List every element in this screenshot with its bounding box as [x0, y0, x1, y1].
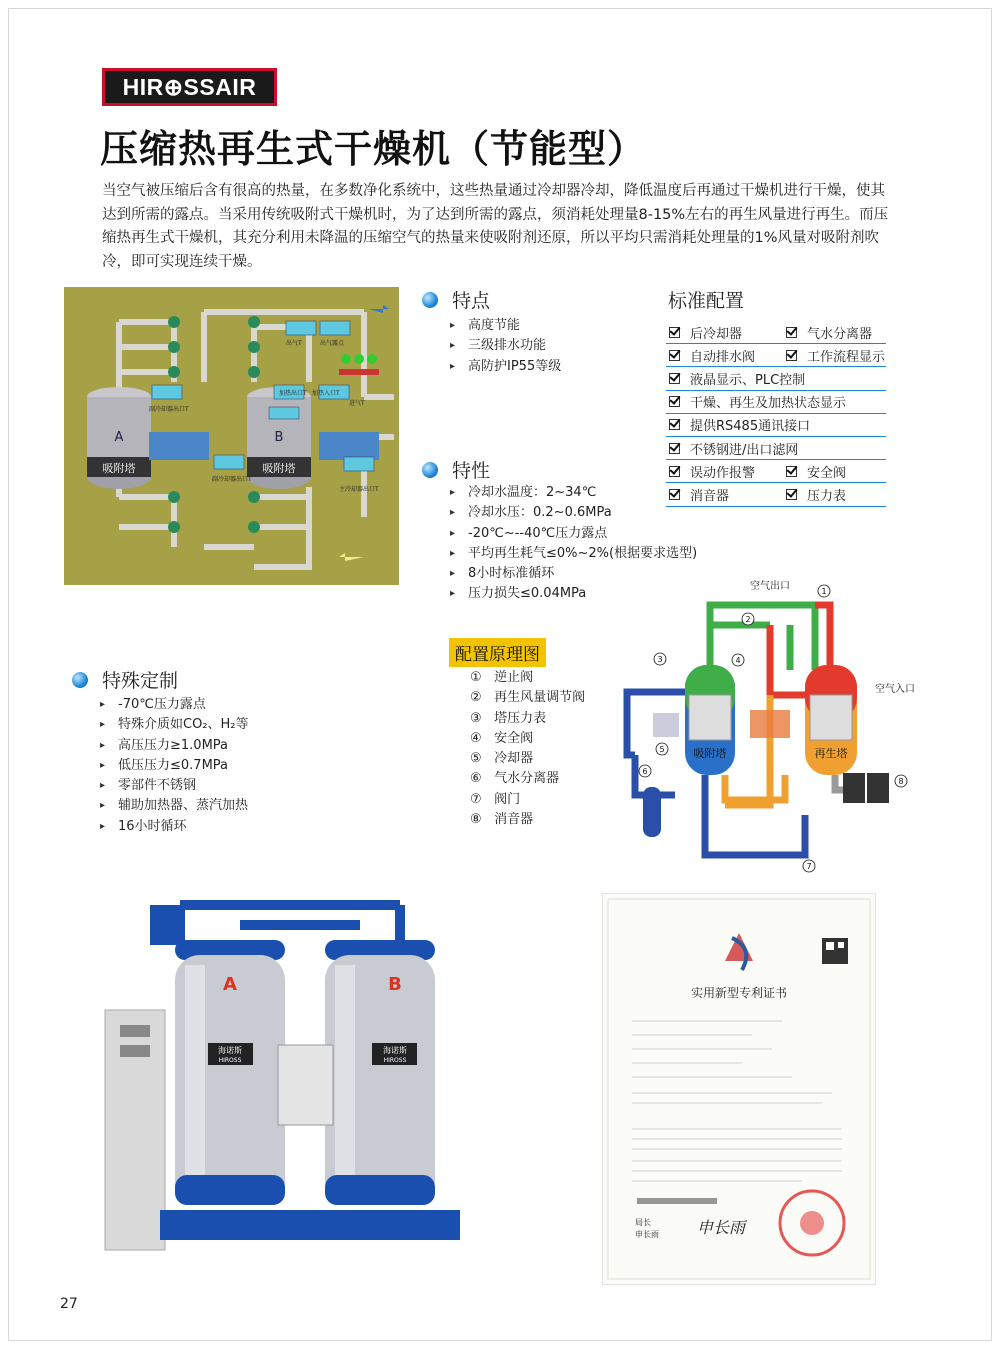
svg-text:5: 5 [659, 745, 665, 754]
svg-text:进气T: 进气T [349, 400, 365, 407]
config-row: 误动作报警 安全阀 [666, 460, 886, 483]
patent-certificate [602, 893, 876, 1285]
list-item: ▸ 三级排水功能 [450, 336, 561, 356]
standard-config-title: 标准配置 [668, 290, 745, 312]
svg-text:吸附塔: 吸附塔 [262, 462, 296, 475]
svg-text:申长雨: 申长雨 [635, 1230, 659, 1239]
svg-text:出气T: 出气T [286, 340, 302, 347]
intro-paragraph: 当空气被压缩后含有很高的热量，在多数净化系统中，这些热量通过冷却器冷却，降低温度后再通过干燥机进行干燥，使其达到所需的露点。当采用传统吸附式干燥机时，为了达到所需的露点，须消耗处理量8-15%左右的再生风量进行再生。而压缩热再生式干燥机，其充分利用未降温的压缩空气的热量来使吸附剂还原，所以平均只需消耗处理量的1%风量对吸附剂吹冷，即可实现连续干燥。 [102, 183, 889, 270]
svg-text:1: 1 [821, 587, 827, 596]
product-photo [100, 885, 480, 1260]
svg-text:6: 6 [642, 767, 648, 776]
list-item: ▸ 特殊介质如CO₂、H₂等 [100, 715, 249, 735]
legend-item: ⑦ 阀门 [470, 791, 521, 807]
checkbox-icon [786, 327, 797, 338]
svg-text:再生塔: 再生塔 [814, 747, 848, 760]
page-number: 27 [60, 1296, 78, 1312]
svg-text:吸附塔: 吸附塔 [693, 747, 727, 760]
svg-text:局长: 局长 [635, 1218, 651, 1227]
svg-text:空气出口: 空气出口 [750, 581, 790, 592]
svg-text:A: A [114, 430, 124, 445]
features-title: 特点 [452, 290, 491, 312]
checkbox-icon [669, 466, 680, 477]
config-row: 提供RS485通讯接口 [666, 414, 886, 437]
bullet-ball-icon [422, 462, 438, 478]
config-row: 不锈钢进/出口滤网 [666, 437, 886, 460]
list-item: ▸ -70℃压力露点 [100, 695, 249, 715]
list-item: ▸ 16小时循环 [100, 817, 249, 837]
checkbox-icon [669, 419, 680, 430]
brand-logo [102, 68, 277, 106]
config-row: 后冷却器 气水分离器 [666, 321, 886, 344]
checkbox-icon [669, 350, 680, 361]
checkbox-icon [786, 466, 797, 477]
checkbox-icon [786, 489, 797, 500]
svg-text:加热入口T: 加热入口T [312, 390, 340, 397]
legend-item: ③ 塔压力表 [470, 710, 547, 726]
diagram-legend [470, 668, 585, 830]
list-item: ▸ 高防护IP55等级 [450, 357, 561, 377]
checkbox-icon [669, 396, 680, 407]
config-row: 液晶显示、PLC控制 [666, 367, 886, 390]
svg-text:加热出口T: 加热出口T [279, 390, 307, 397]
standard-config-table [666, 321, 886, 507]
legend-item: ⑧ 消音器 [470, 812, 534, 828]
svg-text:HIROSS: HIROSS [383, 1057, 407, 1064]
properties-title: 特性 [452, 460, 491, 482]
config-row: 自动排水阀 工作流程显示 [666, 344, 886, 367]
list-item: ▸ 高压压力≥1.0MPa [100, 736, 249, 756]
svg-text:实用新型专利证书: 实用新型专利证书 [690, 986, 788, 1000]
svg-text:副冷却器出口T: 副冷却器出口T [212, 476, 252, 483]
checkbox-icon [669, 327, 680, 338]
svg-text:8: 8 [898, 777, 904, 786]
custom-list [100, 695, 249, 837]
features-heading [422, 286, 490, 313]
svg-text:海诺斯: 海诺斯 [218, 1046, 242, 1055]
legend-item: ① 逆止阀 [470, 670, 534, 685]
svg-text:HIROSS: HIROSS [218, 1057, 242, 1064]
svg-text:2: 2 [745, 615, 751, 624]
legend-item: ② 再生风量调节阀 [470, 690, 586, 706]
list-item: ▸ 平均再生耗气≤0%~2%(根据要求选型) [450, 544, 697, 564]
svg-text:7: 7 [806, 862, 812, 871]
svg-text:主冷却器出口T: 主冷却器出口T [339, 486, 379, 493]
svg-text:4: 4 [735, 656, 741, 665]
svg-text:空气入口: 空气入口 [875, 684, 915, 695]
list-item: ▸ 冷却水温度：2~34℃ [450, 483, 697, 503]
scada-process-screen [64, 287, 399, 585]
checkbox-icon [669, 443, 680, 454]
svg-text:出气露点: 出气露点 [320, 340, 345, 347]
properties-heading [422, 456, 490, 483]
bullet-ball-icon [72, 672, 88, 688]
checkbox-icon [786, 350, 797, 361]
svg-text:3: 3 [657, 655, 663, 664]
checkbox-icon [669, 489, 680, 500]
logo-text: HIR⊕SSAIR [105, 71, 274, 103]
legend-item: ④ 安全阀 [470, 730, 534, 746]
legend-item: ⑥ 气水分离器 [470, 771, 560, 787]
svg-text:海诺斯: 海诺斯 [383, 1046, 407, 1055]
svg-text:A: A [223, 974, 237, 995]
checkbox-icon [669, 373, 680, 384]
custom-title: 特殊定制 [102, 670, 179, 692]
config-row: 消音器 压力表 [666, 483, 886, 506]
list-item: ▸ 高度节能 [450, 316, 561, 336]
config-row: 干燥、再生及加热状态显示 [666, 391, 886, 414]
list-item: ▸ 零部件不锈钢 [100, 776, 249, 796]
list-item: ▸ 低压压力≤0.7MPa [100, 756, 249, 776]
legend-item: ⑤ 冷却器 [470, 751, 534, 767]
svg-text:B: B [388, 974, 402, 995]
svg-text:申长雨: 申长雨 [697, 1218, 746, 1237]
svg-text:副冷却器出口T: 副冷却器出口T [149, 406, 189, 413]
diagram-label: 配置原理图 [449, 638, 546, 667]
svg-text:吸附塔: 吸附塔 [102, 462, 136, 475]
features-list [450, 316, 561, 377]
list-item: ▸ 压力损失≤0.04MPa [450, 584, 697, 604]
bullet-ball-icon [422, 292, 438, 308]
page-title: 压缩热再生式干燥机（节能型） [100, 127, 647, 171]
list-item: ▸ -20℃~--40℃压力露点 [450, 524, 697, 544]
list-item: ▸ 冷却水压：0.2~0.6MPa [450, 503, 697, 523]
svg-text:B: B [274, 430, 284, 445]
list-item: ▸ 8小时标准循环 [450, 564, 697, 584]
list-item: ▸ 辅助加热器、蒸汽加热 [100, 796, 249, 816]
flow-schematic [605, 575, 925, 875]
custom-heading [72, 666, 178, 693]
